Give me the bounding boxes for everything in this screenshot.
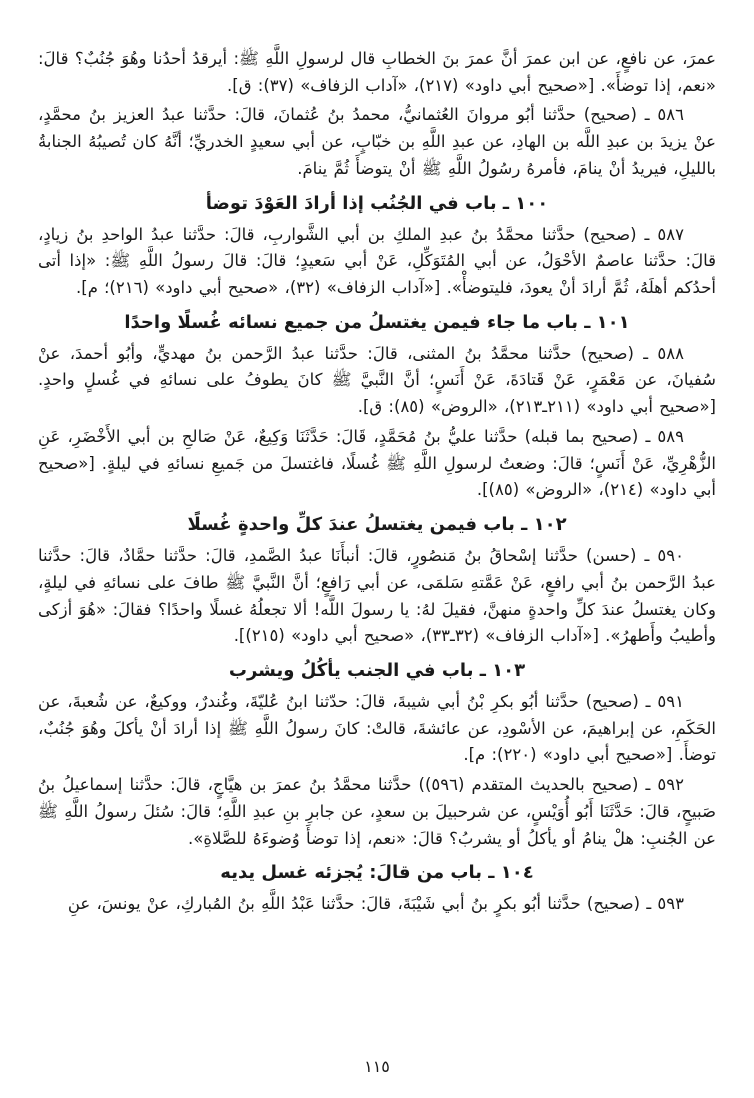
chapter-heading: ١٠٤ ـ باب من قالَ: يُجزئه غسل يديه: [220, 862, 534, 884]
hadith-paragraph: ٥٨٩ ـ (صحيح بما قبله) حدَّثنا عليُّ بنُ مُحَمَّدٍ، قَالَ: حَدَّثَنَا وَكِيعٌ، عَنْ صَالحِ بن أبي الأَخْضَرِ، عَنِ الزُّهْرِيِّ، عَنْ أَنَسٍ؛ قالَ: وضعتُ لرسولِ اللَّهِ ﷺ غُسلًا، فاغتسلَ من جَميعِ نسائهِ في ليلةٍ. [«صحيح أبي داود» (٢١٤)، «الروض» (٨٥)].: [38, 426, 716, 500]
chapter-heading: ١٠١ ـ باب ما جاء فيمن يغتسلُ من جميع نسائه غُسلًا واحدًا: [124, 311, 630, 333]
hadith-paragraph: ٥٩٣ ـ (صحيح) حدَّثنا أبُو بكرٍ بنُ أبي شَيْبَةَ، قالَ: حدَّثنا عَبْدُ اللَّهِ بنُ المُباركِ، عنْ يونسَ، عنِ: [67, 894, 684, 914]
hadith-paragraph: ٥٩٠ ـ (حسن) حدَّثنا إسْحاقُ بنُ مَنصُورٍ، قالَ: أنبأَنَا عبدُ الصَّمدِ، قالَ: حدَّثنا حمَّادٌ، قالَ: حدَّثنا عبدُ الرَّحمن بنُ أبي رافعٍ، عَنْ عَمَّتهِ سَلمَى، عن أبي رَافعٍ؛ أنَّ النَّبيَّ ﷺ طافَ على نسائهِ في ليلةٍ، وكان يغتسلُ عندَ كلِّ واحدةٍ منهنَّ، فقيلَ لهُ: يا رسولَ اللَّه! ألا تجعلُهُ غسلًا واحدًا؟ فقالَ: «هُوَ أزكى وأطيبُ وأَطهرُ». [«آداب الزفاف» (٣٢ـ٣٣)، «صحيح أبي داود» (٢١٥)].: [38, 546, 716, 646]
page-content: [38, 46, 716, 921]
page-number: ١١٥: [364, 1057, 390, 1076]
hadith-paragraph: عمرَ، عن نافعٍ، عن ابن عمرَ أنَّ عمرَ بنَ الخطابِ قال لرسولِ اللَّهِ ﷺ: أيرقدُ أحدُنا وهُوَ جُنُبٌ؟ قالَ: «نعم، إذا توضأَ». [«صحيح أبي داود» (٢١٧)، «آداب الزفاف» (٣٧): ق].: [38, 49, 716, 95]
chapter-heading: ١٠٣ ـ باب في الجنب يأكُلُ ويشرب: [228, 659, 526, 681]
hadith-paragraph: ٥٨٦ ـ (صحيح) حدَّثنا أبُو مروانَ العُثمانيُّ، محمدُ بنُ عُثمانَ، قالَ: حدَّثنا عبدُ العزيز بنُ محمَّدٍ، عنْ يزيدَ بن عبدِ اللَّه بن الهادِ، عن عبدِ اللَّهِ بن خبّابٍ، عن أبي سعيدٍ الخدريِّ؛ أنَّهُ كان تُصيبُهُ الجنابةُ بالليلِ، فيريدُ أنْ ينامَ، فأمرهُ رسُولُ اللَّهِ ﷺ أنْ يتوضأَ ثُمَّ ينامَ.: [38, 105, 716, 178]
hadith-paragraph: ٥٨٧ ـ (صحيح) حدَّثنا محمَّدُ بنُ عبدِ الملكِ بن أبي الشَّواربِ، قالَ: حدَّثنا عبدُ الواحدِ بنُ زيادٍ، قالَ: حدَّثنا عاصمٌ الأحْوَلُ، عن أبي المُتَوَكِّلِ، عَنْ أبي سَعيدٍ؛ قالَ: قالَ رسولُ اللَّهِ ﷺ: «إذا أتى أحدُكم أهلَهُ، ثُمَّ أرادَ أنْ يعودَ، فليتوضأْ». [«آداب الزفاف» (٣٢)، «صحيح أبي داود» (٢١٦)؛ م].: [38, 224, 716, 298]
hadith-paragraph: ٥٨٨ ـ (صحيح) حدَّثنا محمَّدُ بنُ المثنى، قالَ: حدَّثنا عبدُ الرَّحمن بنُ مهديٍّ، وأبُو أحمدَ، عنْ سُفيانَ، عن مَعْمَرٍ، عَنْ قَتادَةَ، عَنْ أَنَسٍ؛ أنَّ النَّبيَّ ﷺ كانَ يطوفُ على نسائهِ في غُسلٍ واحدٍ. [«صحيح أبي داود» (٢١١ـ٢١٣)، «الروض» (٨٥): ق].: [38, 343, 716, 417]
hadith-paragraph: ٥٩٢ ـ (صحيح بالحديث المتقدم (٥٩٦)) حدَّثنا محمَّدُ بنُ عمرَ بن هيَّاجٍ، قالَ: حدَّثنا إسماعيلُ بنُ صَبيحٍ، قالَ: حَدَّثَنَا أَبُو أُوَيْسٍ، عن شرحبيلَ بن سعدٍ، عن جابرِ بنِ عبدِ اللَّهِ؛ قالَ: سُئلَ رسولُ اللَّهِ ﷺ عن الجُنبِ: هلْ ينامُ أو يأكلُ أو يشربُ؟ قالَ: «نعم، إذا توضأَ وُضوءَهُ للصَّلاةِ».: [38, 775, 716, 848]
chapter-heading: ١٠٢ ـ باب فيمن يغتسلُ عندَ كلِّ واحدةٍ غُسلًا: [187, 514, 567, 536]
chapter-heading: ١٠٠ ـ باب في الجُنُب إذا أرادَ العَوْدَ توضأ: [205, 192, 549, 214]
hadith-paragraph: ٥٩١ ـ (صحيح) حدَّثنا أبُو بكرِ بْنُ أبي شيبةَ، قالَ: حدّثنا ابنُ عُليّةَ، وغُندرٌ، ووكيعٌ، عن شُعبةَ، عن الحَكَمِ، عن إبراهيمَ، عن الأسْودِ، عن عائشةَ، قالتْ: كانَ رسولُ اللَّهِ ﷺ إذا أرادَ أنْ يأكلَ وهُوَ جُنُبٌ، توضأَ. [«صحيح أبي داود» (٢٢٠): م].: [38, 691, 716, 765]
